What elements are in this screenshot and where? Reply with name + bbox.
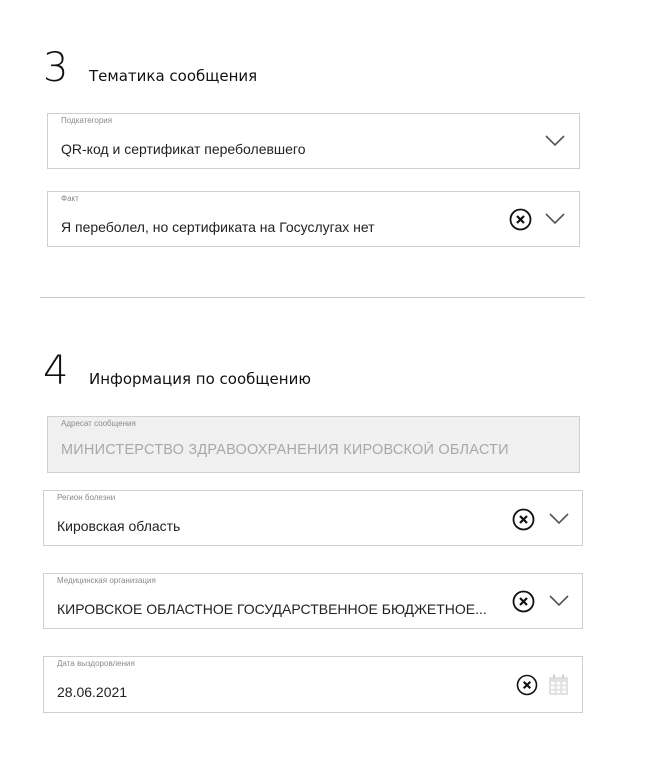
field-label: Адресат сообщения [61, 419, 136, 428]
field-value: КИРОВСКОЕ ОБЛАСТНОЕ ГОСУДАРСТВЕННОЕ БЮДЖЕТНОЕ... [57, 601, 487, 617]
field-label: Подкатегория [61, 116, 113, 125]
clear-circle-x-icon[interactable] [516, 674, 538, 696]
fact-select[interactable] [47, 191, 580, 247]
section-title: Тематика сообщения [89, 67, 258, 85]
clear-circle-x-icon[interactable] [509, 208, 532, 231]
region-select[interactable] [43, 490, 583, 546]
section-number: 3 [43, 45, 69, 91]
medical-organization-select[interactable] [43, 573, 583, 629]
field-value: МИНИСТЕРСТВО ЗДРАВООХРАНЕНИЯ КИРОВСКОЙ ОБЛАСТИ [61, 442, 509, 458]
field-label: Факт [61, 194, 79, 203]
section-divider [40, 297, 585, 298]
addressee-field [47, 416, 580, 473]
recovery-date-field[interactable] [43, 656, 583, 713]
clear-circle-x-icon[interactable] [512, 508, 535, 531]
field-value: Кировская область [57, 518, 181, 534]
clear-circle-x-icon[interactable] [512, 590, 535, 613]
field-label: Дата выздоровления [57, 659, 135, 668]
calendar-icon[interactable] [548, 674, 569, 696]
chevron-down-icon[interactable] [544, 212, 566, 226]
field-label: Медицинская организация [57, 576, 156, 585]
field-value[interactable]: 28.06.2021 [57, 684, 128, 700]
subcategory-select[interactable] [47, 113, 580, 169]
field-label: Регион болезни [57, 493, 116, 502]
section-title: Информация по сообщению [89, 370, 311, 388]
chevron-down-icon[interactable] [548, 594, 570, 608]
field-value: Я переболел, но сертификата на Госуслугах нет [61, 219, 375, 235]
section-number: 4 [43, 348, 69, 394]
chevron-down-icon[interactable] [548, 512, 570, 526]
field-value: QR-код и сертификат переболевшего [61, 141, 306, 157]
chevron-down-icon[interactable] [544, 134, 566, 148]
